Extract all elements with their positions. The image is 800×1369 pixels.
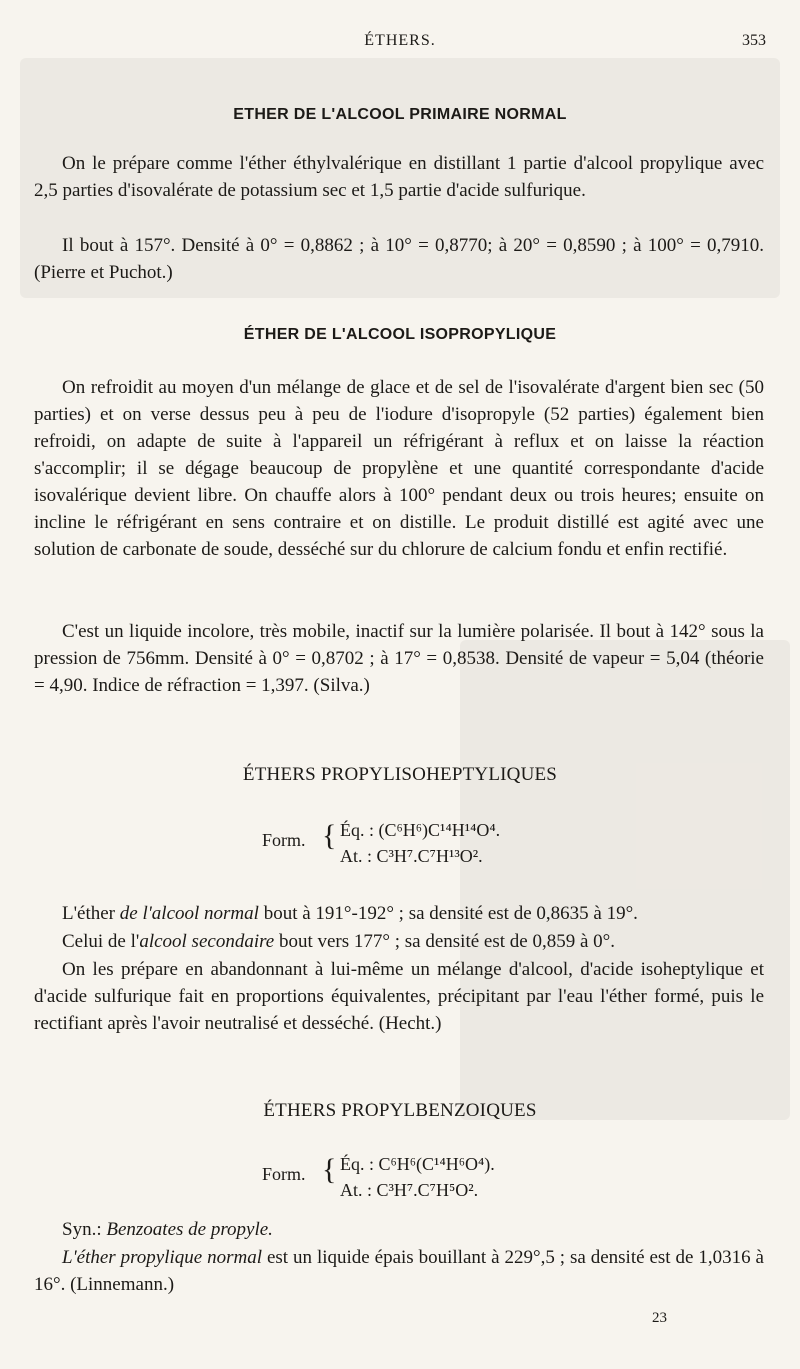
formula-label: Form. [262,830,306,850]
paragraph: On le prépare comme l'éther éthylvalérique en distillant 1 partie d'alcool propylique avec 2,5 parties d'isovalérate de potassium sec et 1,5 partie d'acide sulfurique. [34,153,764,201]
section-title-isopropylique: ÉTHER DE L'ALCOOL ISOPROPYLIQUE [243,326,557,343]
section-title-propylisoheptyliques: ÉTHERS PROPYLISOHEPTYLIQUES [242,764,558,785]
section-title-propylbenzoiques: ÉTHERS PROPYLBENZOIQUES [263,1100,537,1121]
running-head: ÉTHERS. [364,32,436,49]
page-number: 353 [742,32,766,49]
formula-block [262,1150,562,1208]
formula-atomic: At. : C³H⁷.C⁷H⁵O². [340,1180,479,1200]
formula-block [262,816,562,874]
paragraph: C'est un liquide incolore, très mobile, inactif sur la lumière polarisée. Il bout à 142° sous la pression de 756mm. Densité à 0° = 0,8702 ; à 17° = 0,8538. Densité de vapeur = 5,04 (théorie = 4,90. Indice de réfraction = 1,397. (Silva.) [34,621,764,696]
emphasis: alcool secondaire [139,931,275,952]
emphasis: Benzoates de propyle. [106,1219,273,1240]
paragraph: On les prépare en abandonnant à lui-même un mélange d'alcool, d'acide isoheptylique et d'acide sulfurique fait en proportions équivalentes, précipitant par l'eau l'éther formé, puis le rectifiant après l'avoir neutralisé et desséché. (Hecht.) [34,959,764,1034]
paragraph: L'éther de l'alcool normal bout à 191°-192° ; sa densité est de 0,8635 à 19°. [62,903,638,924]
formula-label: Form. [262,1164,306,1184]
paragraph: Celui de l'alcool secondaire bout vers 177° ; sa densité est de 0,859 à 0°. [62,931,615,952]
brace-glyph: { [322,1153,337,1186]
formula-atomic: At. : C³H⁷.C⁷H¹³O². [340,846,483,866]
paragraph: L'éther propylique normal est un liquide épais bouillant à 229°,5 ; sa densité est de 1,0316 à 16°. (Linnemann.) [34,1247,764,1295]
section-title-primaire: ETHER DE L'ALCOOL PRIMAIRE NORMAL [233,106,567,123]
paragraph: On refroidit au moyen d'un mélange de glace et de sel de l'isovalérate d'argent bien sec (50 parties) et on verse dessus peu à peu de l'iodure d'isopropyle (52 parties) également bien refroidi, on adapte de suite à l'appareil un réfrigérant à reflux et on laisse la réaction s'accomplir; il se dégage beaucoup de propylène et une quantité correspondante d'acide isovalérique devient libre. On chauffe alors à 100° pendant deux ou trois heures; ensuite on incline le réfrigérant en sens contraire et on distille. Le produit distillé est agité avec une solution de carbonate de soude, desséché sur du chlorure de calcium fondu et enfin rectifié. [34,377,764,560]
brace-glyph: { [322,819,337,852]
bleed-through-shadow [460,640,790,1120]
emphasis: L'éther propylique normal [62,1247,263,1268]
synonym-line: Syn.: Benzoates de propyle. [62,1219,273,1240]
formula-equivalent: Éq. : (C⁶H⁶)C¹⁴H¹⁴O⁴. [340,820,501,840]
signature-mark: 23 [652,1310,667,1326]
formula-equivalent: Éq. : C⁶H⁶(C¹⁴H⁶O⁴). [340,1154,495,1174]
emphasis: de l'alcool normal [119,903,259,924]
paragraph: Il bout à 157°. Densité à 0° = 0,8862 ; à 10° = 0,8770; à 20° = 0,8590 ; à 100° = 0,7910. (Pierre et Puchot.) [34,235,764,283]
